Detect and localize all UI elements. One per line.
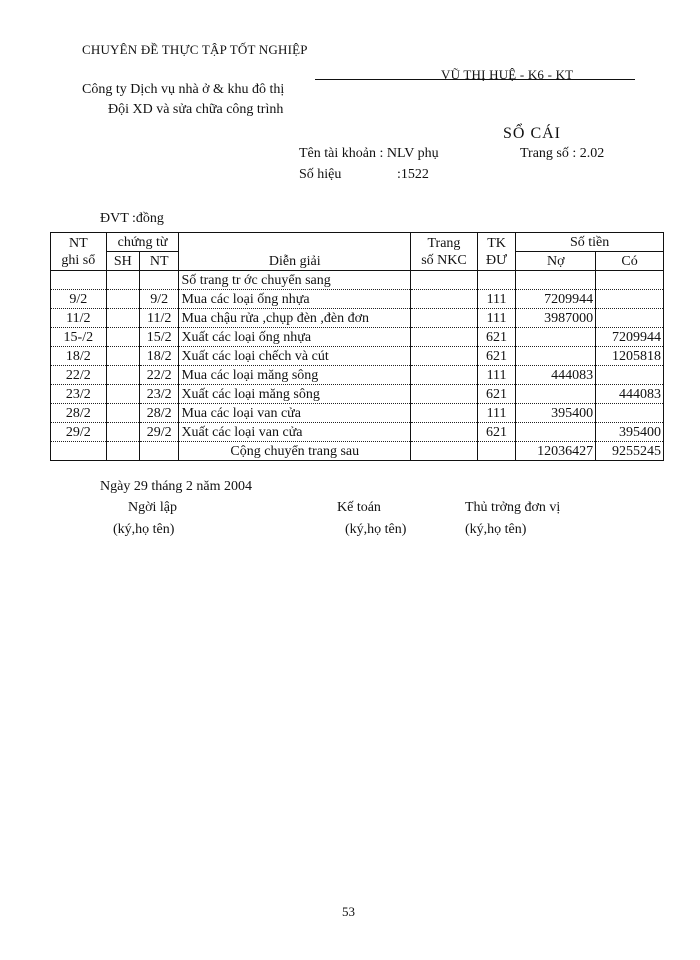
col-header-dien-giai: Diễn giải bbox=[179, 233, 411, 271]
col-header-tk-line2: ĐƯ bbox=[486, 252, 508, 268]
row-credit bbox=[596, 404, 664, 423]
row-description: Xuất các loại măng sông bbox=[179, 385, 411, 404]
row-nt: 11/2 bbox=[140, 309, 179, 328]
account-name: Tên tài khoản : NLV phụ bbox=[299, 146, 439, 161]
col-header-so-tien: Số tiền bbox=[516, 233, 664, 252]
row-date: 22/2 bbox=[51, 366, 107, 385]
row-description: Xuất các loại ống nhựa bbox=[179, 328, 411, 347]
row-description: Mua chậu rửa ,chụp đèn ,đèn đơn bbox=[179, 309, 411, 328]
signing-date: Ngày 29 tháng 2 năm 2004 bbox=[100, 479, 253, 494]
row-nkc-page bbox=[411, 328, 478, 347]
col-header-sh: SH bbox=[106, 252, 139, 271]
table-row bbox=[51, 385, 664, 404]
table-row bbox=[51, 290, 664, 309]
row-nt: 23/2 bbox=[140, 385, 179, 404]
row-date: 18/2 bbox=[51, 347, 107, 366]
col-header-trang-line1: Trang bbox=[427, 235, 461, 251]
opening-row bbox=[51, 271, 664, 290]
row-debit bbox=[516, 423, 596, 442]
row-nkc-page bbox=[411, 290, 478, 309]
row-account: 111 bbox=[477, 309, 515, 328]
row-credit bbox=[596, 309, 664, 328]
company-unit: Đội XD và sửa chữa công trình bbox=[108, 102, 284, 117]
row-sh bbox=[106, 347, 139, 366]
row-debit bbox=[516, 385, 596, 404]
col-header-trang-line2: số NKC bbox=[421, 252, 467, 268]
row-description: Mua các loại van cửa bbox=[179, 404, 411, 423]
page-reference: Trang số : 2.02 bbox=[520, 146, 605, 161]
row-nt: 15/2 bbox=[140, 328, 179, 347]
total-debit: 12036427 bbox=[516, 442, 596, 461]
row-sh bbox=[106, 404, 139, 423]
running-header-title: CHUYÊN ĐỀ THỰC TẬP TỐT NGHIỆP bbox=[82, 42, 308, 57]
row-sh bbox=[106, 328, 139, 347]
signature-preparer-note: (ký,họ tên) bbox=[113, 522, 175, 537]
col-header-nt-voucher: NT bbox=[140, 252, 179, 271]
col-header-nt-line2: ghi sổ bbox=[61, 252, 96, 268]
row-nt: 28/2 bbox=[140, 404, 179, 423]
signature-preparer-title: Ngời lập bbox=[128, 500, 178, 515]
row-account: 111 bbox=[477, 366, 515, 385]
signature-head-note: (ký,họ tên) bbox=[465, 522, 527, 537]
col-header-nt bbox=[51, 233, 107, 271]
table-row bbox=[51, 404, 664, 423]
row-sh bbox=[106, 423, 139, 442]
row-nkc-page bbox=[411, 404, 478, 423]
account-code-value: :1522 bbox=[397, 167, 429, 182]
row-date: 23/2 bbox=[51, 385, 107, 404]
row-nt: 22/2 bbox=[140, 366, 179, 385]
row-credit: 7209944 bbox=[596, 328, 664, 347]
row-credit bbox=[596, 366, 664, 385]
row-account: 621 bbox=[477, 347, 515, 366]
table-row bbox=[51, 423, 664, 442]
total-row bbox=[51, 442, 664, 461]
total-credit: 9255245 bbox=[596, 442, 664, 461]
signature-head-title: Thủ trởng đơn vị bbox=[465, 500, 561, 515]
row-credit: 444083 bbox=[596, 385, 664, 404]
row-debit: 7209944 bbox=[516, 290, 596, 309]
signature-accountant-title: Kế toán bbox=[337, 500, 381, 515]
row-date: 28/2 bbox=[51, 404, 107, 423]
table-row bbox=[51, 366, 664, 385]
row-date: 29/2 bbox=[51, 423, 107, 442]
row-nkc-page bbox=[411, 423, 478, 442]
row-nkc-page bbox=[411, 347, 478, 366]
row-debit bbox=[516, 328, 596, 347]
table-row bbox=[51, 309, 664, 328]
col-header-nt-line1: NT bbox=[68, 235, 88, 251]
row-credit: 1205818 bbox=[596, 347, 664, 366]
col-header-tk bbox=[477, 233, 515, 271]
account-code-label: Số hiệu bbox=[299, 167, 342, 182]
table-row bbox=[51, 347, 664, 366]
signature-accountant-note: (ký,họ tên) bbox=[345, 522, 407, 537]
col-header-chung-tu: chứng từ bbox=[106, 233, 179, 252]
ledger-title: SỔ CÁI bbox=[503, 125, 562, 142]
row-description: Xuất các loại van cửa bbox=[179, 423, 411, 442]
row-nkc-page bbox=[411, 366, 478, 385]
row-nt: 9/2 bbox=[140, 290, 179, 309]
row-description: Mua các loại ống nhựa bbox=[179, 290, 411, 309]
row-sh bbox=[106, 309, 139, 328]
row-debit bbox=[516, 347, 596, 366]
running-header-author: VŨ THỊ HUỆ - K6 - KT bbox=[441, 67, 574, 82]
opening-label: Số trang tr ớc chuyển sang bbox=[179, 271, 411, 290]
row-credit bbox=[596, 290, 664, 309]
row-account: 111 bbox=[477, 290, 515, 309]
row-sh bbox=[106, 385, 139, 404]
row-account: 621 bbox=[477, 385, 515, 404]
currency-unit: ĐVT :đồng bbox=[100, 211, 164, 226]
row-sh bbox=[106, 366, 139, 385]
col-header-tk-line1: TK bbox=[487, 235, 506, 251]
col-header-co: Có bbox=[596, 252, 664, 271]
row-description: Mua các loại măng sông bbox=[179, 366, 411, 385]
row-credit: 395400 bbox=[596, 423, 664, 442]
row-account: 621 bbox=[477, 423, 515, 442]
row-date: 9/2 bbox=[51, 290, 107, 309]
row-debit: 444083 bbox=[516, 366, 596, 385]
row-date: 11/2 bbox=[51, 309, 107, 328]
row-account: 111 bbox=[477, 404, 515, 423]
row-nkc-page bbox=[411, 309, 478, 328]
row-debit: 395400 bbox=[516, 404, 596, 423]
col-header-no: Nợ bbox=[516, 252, 596, 271]
row-nt: 18/2 bbox=[140, 347, 179, 366]
page-number: 53 bbox=[342, 904, 355, 919]
row-debit: 3987000 bbox=[516, 309, 596, 328]
row-date: 15-/2 bbox=[51, 328, 107, 347]
row-sh bbox=[106, 290, 139, 309]
row-nt: 29/2 bbox=[140, 423, 179, 442]
row-description: Xuất các loại chếch và cút bbox=[179, 347, 411, 366]
row-nkc-page bbox=[411, 385, 478, 404]
total-label: Cộng chuyển trang sau bbox=[179, 442, 411, 461]
header-rule bbox=[315, 79, 635, 80]
table-row bbox=[51, 328, 664, 347]
ledger-table bbox=[50, 232, 664, 461]
row-account: 621 bbox=[477, 328, 515, 347]
col-header-trang bbox=[411, 233, 478, 271]
company-name: Công ty Dịch vụ nhà ở & khu đô thị bbox=[82, 82, 285, 97]
